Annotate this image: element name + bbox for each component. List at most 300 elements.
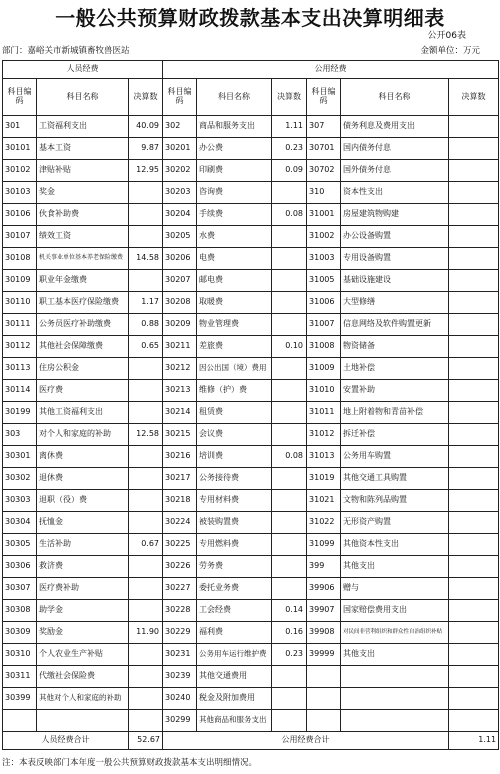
item-code: 30240: [163, 687, 197, 709]
item-amount: [449, 291, 499, 313]
department-label: 部门：嘉峪关市新城镇畜牧兽医站: [2, 46, 130, 56]
item-code: 30702: [307, 159, 341, 181]
item-amount: [129, 687, 163, 709]
item-code: 30308: [3, 599, 37, 621]
item-name: 会议费: [197, 423, 272, 445]
item-code: [307, 687, 341, 709]
item-name: 生活补助: [37, 533, 129, 555]
item-name: 安置补助: [341, 379, 449, 401]
item-name: 印刷费: [197, 159, 272, 181]
item-amount: [272, 533, 307, 555]
personnel-total-label: 人员经费合计: [3, 731, 129, 749]
item-name: 大型修缮: [341, 291, 449, 313]
item-code: 31019: [307, 467, 341, 489]
table-row: [3, 709, 499, 731]
item-code: 30305: [3, 533, 37, 555]
item-code: [3, 709, 37, 731]
item-code: 302: [163, 115, 197, 137]
table-row: [3, 489, 499, 511]
item-amount: 0.65: [129, 335, 163, 357]
unit-label: 金额单位：万元: [420, 46, 480, 56]
item-amount: [449, 159, 499, 181]
item-name: 津贴补贴: [37, 159, 129, 181]
table-row: [3, 137, 499, 159]
item-code: 30108: [3, 247, 37, 269]
item-amount: [129, 489, 163, 511]
item-name: 代缴社会保险费: [37, 665, 129, 687]
item-amount: [449, 247, 499, 269]
item-amount: 1.17: [129, 291, 163, 313]
item-name: 邮电费: [197, 269, 272, 291]
item-amount: [449, 379, 499, 401]
item-name: 绩效工资: [37, 225, 129, 247]
item-name: 其他对个人和家庭的补助: [37, 687, 129, 709]
item-amount: [272, 665, 307, 687]
item-name: 被装购置费: [197, 511, 272, 533]
item-code: 30209: [163, 313, 197, 335]
item-amount: [449, 423, 499, 445]
item-code: 31006: [307, 291, 341, 313]
item-code: 30112: [3, 335, 37, 357]
table-row: [3, 577, 499, 599]
item-amount: [449, 577, 499, 599]
item-name: 救济费: [37, 555, 129, 577]
item-name: 取暖费: [197, 291, 272, 313]
item-amount: [272, 247, 307, 269]
item-code: 30213: [163, 379, 197, 401]
item-amount: 0.10: [272, 335, 307, 357]
item-name: 赠与: [341, 577, 449, 599]
item-amount: [129, 401, 163, 423]
item-amount: [449, 445, 499, 467]
item-code: 30103: [3, 181, 37, 203]
item-name: 差旅费: [197, 335, 272, 357]
item-amount: [449, 555, 499, 577]
item-code: 30111: [3, 313, 37, 335]
item-code: 31012: [307, 423, 341, 445]
item-code: 31009: [307, 357, 341, 379]
item-code: 30109: [3, 269, 37, 291]
table-row: [3, 269, 499, 291]
item-name: 国外债务付息: [341, 159, 449, 181]
item-name: 咨询费: [197, 181, 272, 203]
item-amount: 0.16: [272, 621, 307, 643]
item-code: 30203: [163, 181, 197, 203]
item-amount: 40.09: [129, 115, 163, 137]
item-code: 30199: [3, 401, 37, 423]
item-code: 30204: [163, 203, 197, 225]
item-name: 助学金: [37, 599, 129, 621]
item-amount: [272, 709, 307, 731]
item-code: 30202: [163, 159, 197, 181]
table-row: [3, 445, 499, 467]
item-code: 303: [3, 423, 37, 445]
item-name: 电费: [197, 247, 272, 269]
footnote: 注：本表反映部门本年度一般公共预算财政拨款基本支出明细情况。: [2, 758, 258, 768]
item-code: 31008: [307, 335, 341, 357]
item-name: 资本性支出: [341, 181, 449, 203]
item-code: 31005: [307, 269, 341, 291]
item-code: 39999: [307, 643, 341, 665]
item-name: 职业年金缴费: [37, 269, 129, 291]
item-name: [341, 687, 449, 709]
item-name: 其他支出: [341, 643, 449, 665]
item-name: 其他工资福利支出: [37, 401, 129, 423]
item-code: 30218: [163, 489, 197, 511]
item-name: 其他交通工具购置: [341, 467, 449, 489]
item-name: 办公费: [197, 137, 272, 159]
item-amount: [449, 489, 499, 511]
item-code: 30106: [3, 203, 37, 225]
item-name: 债务利息及费用支出: [341, 115, 449, 137]
item-name: 国内债务付息: [341, 137, 449, 159]
item-name: 基础设施建设: [341, 269, 449, 291]
item-amount: [449, 467, 499, 489]
item-name: 其他商品和服务支出: [197, 709, 272, 731]
item-amount: [272, 379, 307, 401]
item-code: 30227: [163, 577, 197, 599]
item-name: 物业管理费: [197, 313, 272, 335]
item-code: 30224: [163, 511, 197, 533]
item-name: 劳务费: [197, 555, 272, 577]
item-amount: [449, 203, 499, 225]
item-name: 公务接待费: [197, 467, 272, 489]
item-name: 水费: [197, 225, 272, 247]
table-row: [3, 401, 499, 423]
item-name: 地上附着物和青苗补偿: [341, 401, 449, 423]
item-code: 39906: [307, 577, 341, 599]
item-amount: [272, 555, 307, 577]
totals-row: [3, 731, 499, 749]
item-name: 因公出国（境）费用: [197, 357, 272, 379]
item-amount: [449, 511, 499, 533]
col-name-header: 科目名称: [37, 79, 129, 116]
item-name: [341, 665, 449, 687]
item-code: 30304: [3, 511, 37, 533]
item-amount: [129, 555, 163, 577]
item-code: 30302: [3, 467, 37, 489]
item-name: 其他社会保障缴费: [37, 335, 129, 357]
item-code: 30205: [163, 225, 197, 247]
item-amount: [129, 357, 163, 379]
item-amount: 0.09: [272, 159, 307, 181]
item-name: 退职（役）费: [37, 489, 129, 511]
item-amount: 0.14: [272, 599, 307, 621]
table-row: [3, 203, 499, 225]
item-amount: [449, 335, 499, 357]
item-amount: 0.08: [272, 445, 307, 467]
col-amount-header: 决算数: [272, 79, 307, 116]
item-name: 无形资产购置: [341, 511, 449, 533]
table-row: [3, 687, 499, 709]
item-code: 30212: [163, 357, 197, 379]
item-amount: [272, 577, 307, 599]
item-code: 30299: [163, 709, 197, 731]
item-amount: 0.67: [129, 533, 163, 555]
item-name: 福利费: [197, 621, 272, 643]
item-amount: [449, 137, 499, 159]
col-code-header: 科目编码: [163, 79, 197, 116]
item-name: 离休费: [37, 445, 129, 467]
item-amount: 1.11: [272, 115, 307, 137]
item-name: 委托业务费: [197, 577, 272, 599]
item-name: 抚恤金: [37, 511, 129, 533]
item-code: 30215: [163, 423, 197, 445]
item-code: 30399: [3, 687, 37, 709]
item-name: 住房公积金: [37, 357, 129, 379]
item-amount: 0.08: [272, 203, 307, 225]
item-amount: [449, 313, 499, 335]
item-code: 301: [3, 115, 37, 137]
item-amount: 0.23: [272, 643, 307, 665]
item-code: [307, 709, 341, 731]
table-row: [3, 115, 499, 137]
item-name: 对民间非营利组织和群众性自治组织补贴: [341, 621, 449, 643]
item-amount: 14.58: [129, 247, 163, 269]
item-code: 30208: [163, 291, 197, 313]
item-amount: [272, 511, 307, 533]
table-row: [3, 643, 499, 665]
item-name: 机关事业单位基本养老保险缴费: [37, 247, 129, 269]
item-code: 30214: [163, 401, 197, 423]
item-name: 工资福利支出: [37, 115, 129, 137]
item-code: 30309: [3, 621, 37, 643]
personnel-header: 人员经费: [3, 61, 163, 79]
item-code: 30229: [163, 621, 197, 643]
expenditure-table: [2, 60, 499, 750]
table-row: [3, 357, 499, 379]
item-name: 退休费: [37, 467, 129, 489]
item-amount: 0.23: [272, 137, 307, 159]
table-row: [3, 379, 499, 401]
item-amount: [449, 533, 499, 555]
col-amount-header: 决算数: [129, 79, 163, 116]
item-code: 31022: [307, 511, 341, 533]
item-amount: [129, 577, 163, 599]
item-amount: [129, 225, 163, 247]
item-name: 税金及附加费用: [197, 687, 272, 709]
item-code: 30239: [163, 665, 197, 687]
table-row: [3, 335, 499, 357]
item-code: 30206: [163, 247, 197, 269]
item-amount: [129, 467, 163, 489]
item-code: 30311: [3, 665, 37, 687]
item-code: 399: [307, 555, 341, 577]
item-amount: 11.90: [129, 621, 163, 643]
item-amount: [129, 599, 163, 621]
item-name: 对个人和家庭的补助: [37, 423, 129, 445]
item-amount: [449, 687, 499, 709]
item-amount: [272, 225, 307, 247]
item-code: 307: [307, 115, 341, 137]
item-code: 30107: [3, 225, 37, 247]
item-amount: [129, 269, 163, 291]
item-name: 拆迁补偿: [341, 423, 449, 445]
item-name: 公务用车运行维护费: [197, 643, 272, 665]
item-amount: [272, 313, 307, 335]
item-code: 30701: [307, 137, 341, 159]
item-name: 职工基本医疗保险缴费: [37, 291, 129, 313]
item-name: 国家赔偿费用支出: [341, 599, 449, 621]
col-code-header: 科目编码: [3, 79, 37, 116]
item-code: 30231: [163, 643, 197, 665]
item-name: 工会经费: [197, 599, 272, 621]
item-name: 公务员医疗补助缴费: [37, 313, 129, 335]
item-name: 医疗费: [37, 379, 129, 401]
item-amount: [129, 203, 163, 225]
table-row: [3, 555, 499, 577]
item-code: 31003: [307, 247, 341, 269]
item-code: 31011: [307, 401, 341, 423]
table-row: [3, 467, 499, 489]
item-amount: 0.88: [129, 313, 163, 335]
col-amount-header: 决算数: [449, 79, 499, 116]
item-amount: 12.95: [129, 159, 163, 181]
item-code: 30225: [163, 533, 197, 555]
item-code: 30217: [163, 467, 197, 489]
item-amount: [272, 401, 307, 423]
public-total-value: 1.11: [449, 731, 499, 749]
table-row: [3, 621, 499, 643]
item-name: [341, 709, 449, 731]
col-name-header: 科目名称: [197, 79, 272, 116]
item-code: 30307: [3, 577, 37, 599]
item-name: 专用燃料费: [197, 533, 272, 555]
item-code: [307, 665, 341, 687]
item-code: 30310: [3, 643, 37, 665]
item-code: 310: [307, 181, 341, 203]
item-name: 医疗费补助: [37, 577, 129, 599]
table-row: [3, 533, 499, 555]
item-amount: [272, 423, 307, 445]
item-amount: [129, 709, 163, 731]
item-code: 31007: [307, 313, 341, 335]
item-code: 31099: [307, 533, 341, 555]
item-name: 个人农业生产补贴: [37, 643, 129, 665]
personnel-total-value: 52.67: [129, 731, 163, 749]
item-code: 31013: [307, 445, 341, 467]
item-name: 其他交通费用: [197, 665, 272, 687]
item-name: 办公设备购置: [341, 225, 449, 247]
item-name: 伙食补助费: [37, 203, 129, 225]
item-code: 31001: [307, 203, 341, 225]
item-code: 30201: [163, 137, 197, 159]
item-name: 奖金: [37, 181, 129, 203]
item-amount: [449, 643, 499, 665]
item-amount: [449, 665, 499, 687]
item-code: 30216: [163, 445, 197, 467]
item-code: 30226: [163, 555, 197, 577]
item-code: 31002: [307, 225, 341, 247]
item-name: 物资储备: [341, 335, 449, 357]
item-name: 维修（护）费: [197, 379, 272, 401]
item-amount: [449, 401, 499, 423]
item-code: 30101: [3, 137, 37, 159]
item-code: 31021: [307, 489, 341, 511]
table-row: [3, 247, 499, 269]
item-amount: [272, 269, 307, 291]
report-title: 一般公共预算财政拨款基本支出决算明细表: [55, 6, 445, 30]
item-amount: [449, 181, 499, 203]
table-row: [3, 313, 499, 335]
table-row: [3, 291, 499, 313]
item-code: 30301: [3, 445, 37, 467]
table-row: [3, 665, 499, 687]
item-amount: [449, 269, 499, 291]
item-code: 30110: [3, 291, 37, 313]
item-amount: [449, 599, 499, 621]
table-row: [3, 181, 499, 203]
item-amount: [129, 665, 163, 687]
item-name: 手续费: [197, 203, 272, 225]
item-code: 39908: [307, 621, 341, 643]
item-code: 30113: [3, 357, 37, 379]
table-row: [3, 225, 499, 247]
item-name: 土地补偿: [341, 357, 449, 379]
item-code: 31010: [307, 379, 341, 401]
item-amount: [272, 291, 307, 313]
item-code: 30114: [3, 379, 37, 401]
table-row: [3, 599, 499, 621]
item-amount: [272, 357, 307, 379]
item-name: 培训费: [197, 445, 272, 467]
table-row: [3, 423, 499, 445]
item-amount: 12.58: [129, 423, 163, 445]
item-name: 专用设备购置: [341, 247, 449, 269]
item-name: 其他资本性支出: [341, 533, 449, 555]
item-name: 文物和陈列品购置: [341, 489, 449, 511]
item-name: 基本工资: [37, 137, 129, 159]
col-code-header: 科目编码: [307, 79, 341, 116]
item-amount: 9.87: [129, 137, 163, 159]
item-amount: [272, 489, 307, 511]
item-amount: [129, 379, 163, 401]
item-name: 租赁费: [197, 401, 272, 423]
item-code: 39907: [307, 599, 341, 621]
item-amount: [129, 445, 163, 467]
item-code: 30306: [3, 555, 37, 577]
item-code: 30303: [3, 489, 37, 511]
item-amount: [449, 225, 499, 247]
item-code: 30207: [163, 269, 197, 291]
item-amount: [449, 709, 499, 731]
public-total-label: 公用经费合计: [163, 731, 449, 749]
item-amount: [272, 687, 307, 709]
form-number: 公开06表: [427, 31, 466, 41]
item-name: [37, 709, 129, 731]
item-code: 30102: [3, 159, 37, 181]
table-row: [3, 159, 499, 181]
item-name: 商品和服务支出: [197, 115, 272, 137]
item-amount: [129, 643, 163, 665]
item-name: 房屋建筑物购建: [341, 203, 449, 225]
item-code: 30228: [163, 599, 197, 621]
item-amount: [449, 115, 499, 137]
item-name: 专用材料费: [197, 489, 272, 511]
item-name: 公务用车购置: [341, 445, 449, 467]
item-code: 30211: [163, 335, 197, 357]
public-header: 公用经费: [163, 61, 499, 79]
table-row: [3, 511, 499, 533]
item-amount: [449, 357, 499, 379]
item-amount: [449, 621, 499, 643]
item-amount: [272, 181, 307, 203]
item-amount: [129, 511, 163, 533]
item-name: 信息网络及软件购置更新: [341, 313, 449, 335]
item-name: 其他支出: [341, 555, 449, 577]
item-amount: [272, 467, 307, 489]
item-amount: [129, 181, 163, 203]
